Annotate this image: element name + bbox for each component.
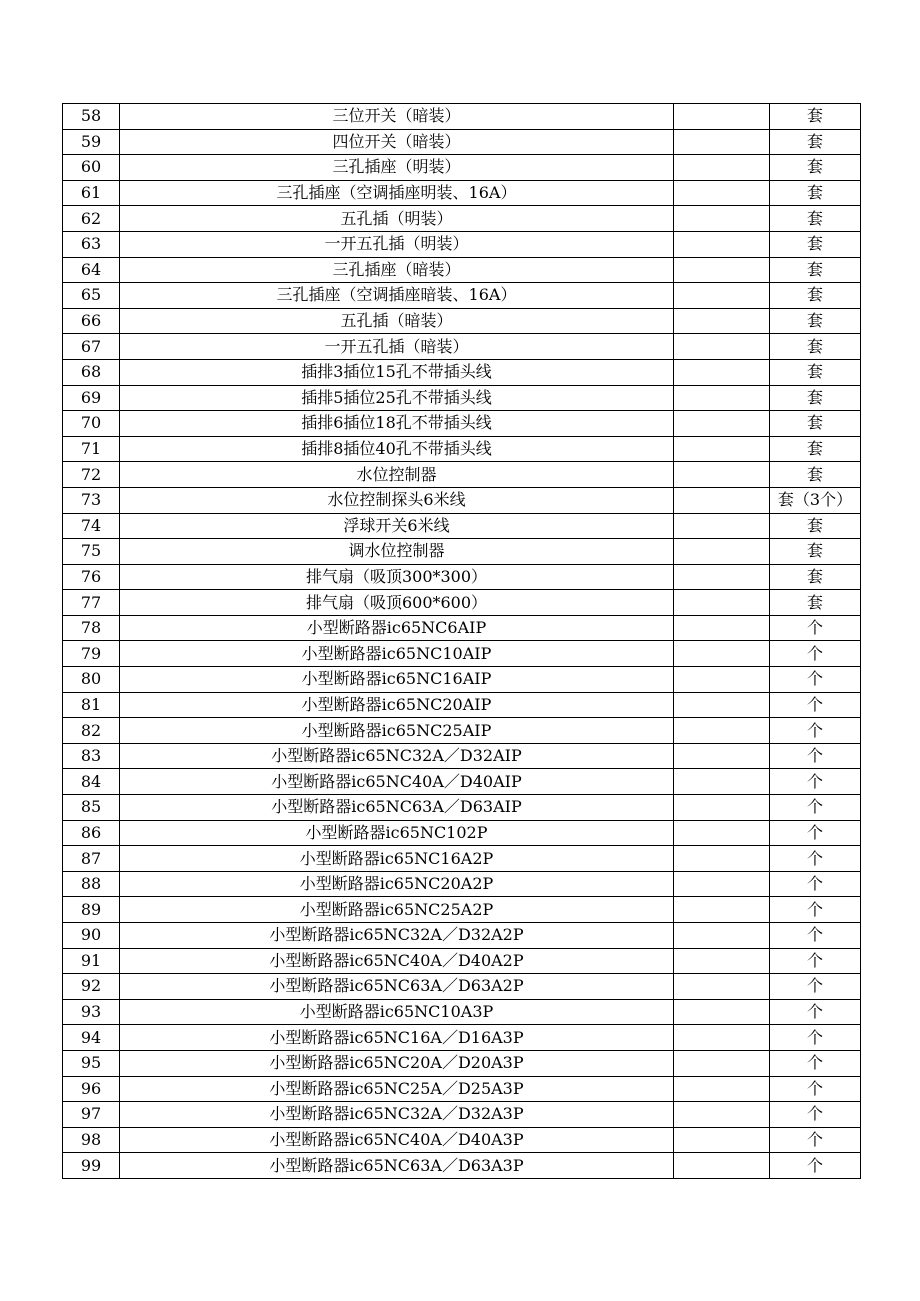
quantity-cell bbox=[674, 1102, 770, 1128]
unit-cell: 套 bbox=[770, 411, 861, 437]
row-number-cell: 95 bbox=[63, 1050, 120, 1076]
unit-cell: 个 bbox=[770, 820, 861, 846]
quantity-cell bbox=[674, 129, 770, 155]
row-number-cell: 93 bbox=[63, 999, 120, 1025]
table-row bbox=[63, 692, 861, 718]
table-row bbox=[63, 667, 861, 693]
row-number-cell: 87 bbox=[63, 846, 120, 872]
item-name-cell: 水位控制器 bbox=[120, 462, 674, 488]
quantity-cell bbox=[674, 641, 770, 667]
table-row bbox=[63, 615, 861, 641]
quantity-cell bbox=[674, 564, 770, 590]
row-number-cell: 75 bbox=[63, 539, 120, 565]
quantity-cell bbox=[674, 820, 770, 846]
item-name-cell: 小型断路器ic65NC20AIP bbox=[120, 692, 674, 718]
table-row bbox=[63, 462, 861, 488]
quantity-cell bbox=[674, 999, 770, 1025]
table-row bbox=[63, 795, 861, 821]
unit-cell: 套 bbox=[770, 436, 861, 462]
row-number-cell: 67 bbox=[63, 334, 120, 360]
row-number-cell: 86 bbox=[63, 820, 120, 846]
row-number-cell: 85 bbox=[63, 795, 120, 821]
row-number-cell: 92 bbox=[63, 974, 120, 1000]
item-name-cell: 浮球开关6米线 bbox=[120, 513, 674, 539]
quantity-cell bbox=[674, 1153, 770, 1179]
quantity-cell bbox=[674, 948, 770, 974]
item-name-cell: 水位控制探头6米线 bbox=[120, 487, 674, 513]
quantity-cell bbox=[674, 871, 770, 897]
item-name-cell: 小型断路器ic65NC6AIP bbox=[120, 615, 674, 641]
row-number-cell: 96 bbox=[63, 1076, 120, 1102]
item-name-cell: 小型断路器ic65NC32A／D32A2P bbox=[120, 923, 674, 949]
unit-cell: 套 bbox=[770, 385, 861, 411]
row-number-cell: 80 bbox=[63, 667, 120, 693]
item-name-cell: 插排3插位15孔不带插头线 bbox=[120, 359, 674, 385]
quantity-cell bbox=[674, 1025, 770, 1051]
quantity-cell bbox=[674, 155, 770, 181]
unit-cell: 个 bbox=[770, 667, 861, 693]
table-row bbox=[63, 769, 861, 795]
unit-cell: 个 bbox=[770, 999, 861, 1025]
quantity-cell bbox=[674, 846, 770, 872]
row-number-cell: 70 bbox=[63, 411, 120, 437]
row-number-cell: 99 bbox=[63, 1153, 120, 1179]
table-row bbox=[63, 846, 861, 872]
unit-cell: 个 bbox=[770, 948, 861, 974]
quantity-cell bbox=[674, 231, 770, 257]
row-number-cell: 98 bbox=[63, 1127, 120, 1153]
item-name-cell: 插排8插位40孔不带插头线 bbox=[120, 436, 674, 462]
item-name-cell: 小型断路器ic65NC25AIP bbox=[120, 718, 674, 744]
table-row bbox=[63, 871, 861, 897]
table-row bbox=[63, 104, 861, 130]
table-row bbox=[63, 923, 861, 949]
table-row bbox=[63, 385, 861, 411]
unit-cell: 个 bbox=[770, 1025, 861, 1051]
table-row bbox=[63, 334, 861, 360]
unit-cell: 个 bbox=[770, 1102, 861, 1128]
table-row bbox=[63, 129, 861, 155]
quantity-cell bbox=[674, 590, 770, 616]
table-row bbox=[63, 948, 861, 974]
table-row bbox=[63, 1102, 861, 1128]
unit-cell: 个 bbox=[770, 897, 861, 923]
item-name-cell: 小型断路器ic65NC63A／D63AIP bbox=[120, 795, 674, 821]
item-name-cell: 插排6插位18孔不带插头线 bbox=[120, 411, 674, 437]
row-number-cell: 62 bbox=[63, 206, 120, 232]
row-number-cell: 69 bbox=[63, 385, 120, 411]
quantity-cell bbox=[674, 897, 770, 923]
unit-cell: 个 bbox=[770, 974, 861, 1000]
row-number-cell: 89 bbox=[63, 897, 120, 923]
row-number-cell: 65 bbox=[63, 283, 120, 309]
quantity-cell bbox=[674, 539, 770, 565]
unit-cell: 个 bbox=[770, 923, 861, 949]
table-row bbox=[63, 718, 861, 744]
item-name-cell: 小型断路器ic65NC20A／D20A3P bbox=[120, 1050, 674, 1076]
item-name-cell: 小型断路器ic65NC40A／D40A2P bbox=[120, 948, 674, 974]
item-name-cell: 五孔插（暗装） bbox=[120, 308, 674, 334]
item-name-cell: 三孔插座（空调插座明装、16A） bbox=[120, 180, 674, 206]
row-number-cell: 73 bbox=[63, 487, 120, 513]
table-row bbox=[63, 1127, 861, 1153]
item-name-cell: 调水位控制器 bbox=[120, 539, 674, 565]
unit-cell: 个 bbox=[770, 718, 861, 744]
quantity-cell bbox=[674, 667, 770, 693]
quantity-cell bbox=[674, 436, 770, 462]
unit-cell: 套 bbox=[770, 283, 861, 309]
quantity-cell bbox=[674, 1127, 770, 1153]
item-name-cell: 小型断路器ic65NC63A／D63A3P bbox=[120, 1153, 674, 1179]
unit-cell: 套 bbox=[770, 462, 861, 488]
table-row bbox=[63, 180, 861, 206]
unit-cell: 套 bbox=[770, 206, 861, 232]
table-row bbox=[63, 590, 861, 616]
table-row bbox=[63, 411, 861, 437]
item-name-cell: 一开五孔插（暗装） bbox=[120, 334, 674, 360]
unit-cell: 套 bbox=[770, 129, 861, 155]
item-name-cell: 小型断路器ic65NC25A／D25A3P bbox=[120, 1076, 674, 1102]
row-number-cell: 97 bbox=[63, 1102, 120, 1128]
quantity-cell bbox=[674, 1076, 770, 1102]
row-number-cell: 81 bbox=[63, 692, 120, 718]
table-row bbox=[63, 1153, 861, 1179]
row-number-cell: 84 bbox=[63, 769, 120, 795]
row-number-cell: 83 bbox=[63, 743, 120, 769]
unit-cell: 套 bbox=[770, 564, 861, 590]
unit-cell: 套 bbox=[770, 180, 861, 206]
quantity-cell bbox=[674, 308, 770, 334]
table-row bbox=[63, 820, 861, 846]
document-page bbox=[62, 103, 860, 1179]
row-number-cell: 77 bbox=[63, 590, 120, 616]
unit-cell: 个 bbox=[770, 615, 861, 641]
item-name-cell: 四位开关（暗装） bbox=[120, 129, 674, 155]
table-row bbox=[63, 436, 861, 462]
row-number-cell: 66 bbox=[63, 308, 120, 334]
unit-cell: 套 bbox=[770, 104, 861, 130]
table-row bbox=[63, 539, 861, 565]
item-name-cell: 小型断路器ic65NC32A／D32A3P bbox=[120, 1102, 674, 1128]
row-number-cell: 94 bbox=[63, 1025, 120, 1051]
table-row bbox=[63, 1076, 861, 1102]
item-name-cell: 小型断路器ic65NC40A／D40AIP bbox=[120, 769, 674, 795]
quantity-cell bbox=[674, 769, 770, 795]
table-row bbox=[63, 206, 861, 232]
unit-cell: 个 bbox=[770, 692, 861, 718]
item-name-cell: 一开五孔插（明装） bbox=[120, 231, 674, 257]
quantity-cell bbox=[674, 1050, 770, 1076]
unit-cell: 套 bbox=[770, 308, 861, 334]
row-number-cell: 72 bbox=[63, 462, 120, 488]
row-number-cell: 61 bbox=[63, 180, 120, 206]
row-number-cell: 74 bbox=[63, 513, 120, 539]
table-row bbox=[63, 999, 861, 1025]
item-name-cell: 小型断路器ic65NC63A／D63A2P bbox=[120, 974, 674, 1000]
table-row bbox=[63, 487, 861, 513]
unit-cell: 个 bbox=[770, 641, 861, 667]
table-row bbox=[63, 308, 861, 334]
row-number-cell: 64 bbox=[63, 257, 120, 283]
quantity-cell bbox=[674, 462, 770, 488]
unit-cell: 个 bbox=[770, 1153, 861, 1179]
quantity-cell bbox=[674, 334, 770, 360]
item-name-cell: 小型断路器ic65NC10A3P bbox=[120, 999, 674, 1025]
quantity-cell bbox=[674, 718, 770, 744]
item-name-cell: 三位开关（暗装） bbox=[120, 104, 674, 130]
unit-cell: 个 bbox=[770, 795, 861, 821]
materials-table bbox=[62, 103, 861, 1179]
table-row bbox=[63, 564, 861, 590]
table-row bbox=[63, 1050, 861, 1076]
item-name-cell: 小型断路器ic65NC20A2P bbox=[120, 871, 674, 897]
table-row bbox=[63, 359, 861, 385]
quantity-cell bbox=[674, 487, 770, 513]
unit-cell: 套 bbox=[770, 155, 861, 181]
row-number-cell: 58 bbox=[63, 104, 120, 130]
item-name-cell: 小型断路器ic65NC10AIP bbox=[120, 641, 674, 667]
quantity-cell bbox=[674, 206, 770, 232]
table-row bbox=[63, 513, 861, 539]
row-number-cell: 76 bbox=[63, 564, 120, 590]
quantity-cell bbox=[674, 923, 770, 949]
quantity-cell bbox=[674, 513, 770, 539]
row-number-cell: 59 bbox=[63, 129, 120, 155]
item-name-cell: 三孔插座（暗装） bbox=[120, 257, 674, 283]
table-row bbox=[63, 743, 861, 769]
unit-cell: 套 bbox=[770, 359, 861, 385]
table-row bbox=[63, 641, 861, 667]
unit-cell: 个 bbox=[770, 1076, 861, 1102]
unit-cell: 个 bbox=[770, 846, 861, 872]
row-number-cell: 71 bbox=[63, 436, 120, 462]
quantity-cell bbox=[674, 283, 770, 309]
row-number-cell: 82 bbox=[63, 718, 120, 744]
quantity-cell bbox=[674, 180, 770, 206]
quantity-cell bbox=[674, 974, 770, 1000]
item-name-cell: 小型断路器ic65NC16A／D16A3P bbox=[120, 1025, 674, 1051]
item-name-cell: 排气扇（吸顶300*300） bbox=[120, 564, 674, 590]
table-row bbox=[63, 155, 861, 181]
table-row bbox=[63, 897, 861, 923]
item-name-cell: 小型断路器ic65NC40A／D40A3P bbox=[120, 1127, 674, 1153]
item-name-cell: 小型断路器ic65NC16AIP bbox=[120, 667, 674, 693]
row-number-cell: 88 bbox=[63, 871, 120, 897]
unit-cell: 套 bbox=[770, 590, 861, 616]
table-row bbox=[63, 257, 861, 283]
quantity-cell bbox=[674, 615, 770, 641]
unit-cell: 套（3个） bbox=[770, 487, 861, 513]
unit-cell: 套 bbox=[770, 334, 861, 360]
row-number-cell: 79 bbox=[63, 641, 120, 667]
unit-cell: 个 bbox=[770, 1050, 861, 1076]
unit-cell: 个 bbox=[770, 769, 861, 795]
item-name-cell: 五孔插（明装） bbox=[120, 206, 674, 232]
table-row bbox=[63, 974, 861, 1000]
table-row bbox=[63, 283, 861, 309]
table-row bbox=[63, 231, 861, 257]
unit-cell: 套 bbox=[770, 539, 861, 565]
unit-cell: 套 bbox=[770, 513, 861, 539]
item-name-cell: 小型断路器ic65NC102P bbox=[120, 820, 674, 846]
item-name-cell: 三孔插座（空调插座暗装、16A） bbox=[120, 283, 674, 309]
item-name-cell: 小型断路器ic65NC25A2P bbox=[120, 897, 674, 923]
unit-cell: 个 bbox=[770, 1127, 861, 1153]
materials-table-body bbox=[63, 104, 861, 1179]
row-number-cell: 91 bbox=[63, 948, 120, 974]
quantity-cell bbox=[674, 385, 770, 411]
item-name-cell: 排气扇（吸顶600*600） bbox=[120, 590, 674, 616]
row-number-cell: 90 bbox=[63, 923, 120, 949]
unit-cell: 套 bbox=[770, 257, 861, 283]
item-name-cell: 插排5插位25孔不带插头线 bbox=[120, 385, 674, 411]
quantity-cell bbox=[674, 795, 770, 821]
quantity-cell bbox=[674, 257, 770, 283]
item-name-cell: 三孔插座（明装） bbox=[120, 155, 674, 181]
quantity-cell bbox=[674, 359, 770, 385]
table-row bbox=[63, 1025, 861, 1051]
unit-cell: 个 bbox=[770, 743, 861, 769]
unit-cell: 个 bbox=[770, 871, 861, 897]
quantity-cell bbox=[674, 743, 770, 769]
item-name-cell: 小型断路器ic65NC32A／D32AIP bbox=[120, 743, 674, 769]
quantity-cell bbox=[674, 411, 770, 437]
row-number-cell: 60 bbox=[63, 155, 120, 181]
quantity-cell bbox=[674, 692, 770, 718]
unit-cell: 套 bbox=[770, 231, 861, 257]
row-number-cell: 78 bbox=[63, 615, 120, 641]
row-number-cell: 68 bbox=[63, 359, 120, 385]
item-name-cell: 小型断路器ic65NC16A2P bbox=[120, 846, 674, 872]
quantity-cell bbox=[674, 104, 770, 130]
row-number-cell: 63 bbox=[63, 231, 120, 257]
